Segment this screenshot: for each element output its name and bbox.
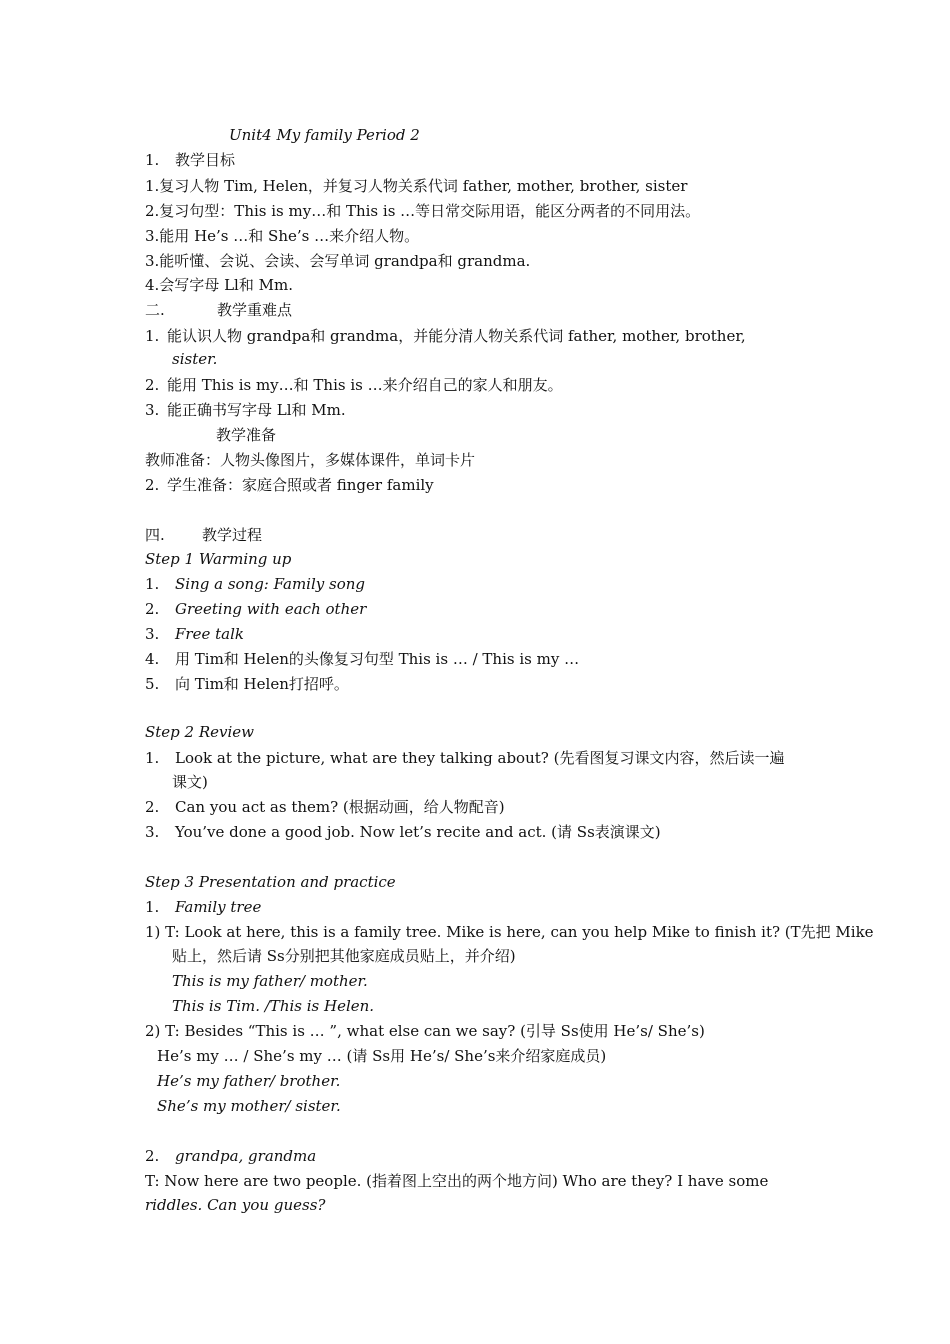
key-point-item: 1. 能认识人物 grandpa和 grandma，并能分清人物关系代词 father, mother, brother, — [145, 327, 746, 345]
objective-item: 3.能听懂、会说、会读、会写单词 grandpa和 grandma. — [145, 252, 531, 270]
example-sentence: This is my father/ mother. — [172, 972, 368, 990]
example-sentence: She’s my mother/ sister. — [157, 1097, 341, 1115]
step-1-item: 4. 用 Tim和 Helen的头像复习句型 This is … / This is my … — [145, 650, 580, 668]
teacher-instruction: 1) T: Look at here, this is a family tree. Mike is here, can you help Mike to finish it? (T先把 Mike — [145, 923, 874, 941]
section-1-number: 1. — [145, 151, 160, 169]
section-1-heading — [145, 150, 235, 170]
teacher-instruction-continuation: 贴上，然后请 Ss分别把其他家庭成员贴上，并介绍) — [172, 947, 516, 965]
teacher-preparation: 教师准备：人物头像图片，多媒体课件，单词卡片 — [145, 451, 476, 469]
step-3-title: Step 3 Presentation and practice — [145, 873, 396, 891]
step-1-item: 5. 向 Tim和 Helen打招呼。 — [145, 675, 349, 693]
step-1-item: 2. Greeting with each other — [145, 600, 367, 618]
example-sentence: This is Tim. /This is Helen. — [172, 997, 375, 1015]
step-2-title: Step 2 Review — [145, 723, 255, 741]
teacher-instruction: 2) T: Besides “This is … ”, what else can we say? (引导 Ss使用 He’s/ She’s) — [145, 1022, 705, 1040]
step-1-title: Step 1 Warming up — [145, 550, 292, 568]
teacher-instruction-continuation: riddles. Can you guess? — [145, 1196, 326, 1214]
step-1-item: 1. Sing a song: Family song — [145, 575, 366, 593]
step-1-item: 3. Free talk — [145, 625, 244, 643]
teacher-instruction-continuation: He’s my … / She’s my … (请 Ss用 He’s/ She’s来介绍家庭成员) — [157, 1047, 607, 1065]
objective-item: 1.复习人物 Tim, Helen，并复习人物关系代词 father, mother, brother, sister — [145, 177, 688, 195]
document-title: Unit4 My family Period 2 — [229, 126, 420, 144]
step-2-item: 3. You’ve done a good job. Now let’s recite and act. (请 Ss表演课文) — [145, 823, 661, 841]
section-4-title: 教学过程 — [202, 526, 263, 544]
objective-item: 3.能用 He’s …和 She’s …来介绍人物。 — [145, 227, 420, 245]
section-2-title: 教学重难点 — [217, 301, 293, 319]
student-preparation: 2. 学生准备：家庭合照或者 finger family — [145, 476, 434, 494]
key-point-item: 2. 能用 This is my…和 This is …来介绍自己的家人和朋友。 — [145, 376, 563, 394]
section-3-title: 教学准备 — [216, 426, 277, 444]
step-2-item: 2. Can you act as them? (根据动画，给人物配音) — [145, 798, 505, 816]
step-2-item-continuation: 课文) — [172, 773, 208, 791]
step-3-item: 1. Family tree — [145, 898, 262, 916]
step-2-item: 1. Look at the picture, what are they talking about? (先看图复习课文内容，然后读一遍 — [145, 749, 785, 767]
teacher-instruction: T: Now here are two people. (指着图上空出的两个地方问) Who are they? I have some — [145, 1172, 769, 1190]
section-2-heading — [145, 300, 292, 320]
key-point-item: 3. 能正确书写字母 Ll和 Mm. — [145, 401, 346, 419]
section-2-number: 二. — [145, 301, 165, 319]
section-4-heading — [145, 525, 262, 545]
objective-item: 2.复习句型：This is my…和 This is …等日常交际用语，能区分两者的不同用法。 — [145, 202, 701, 220]
section-1-title: 教学目标 — [175, 151, 236, 169]
section-4-number: 四. — [145, 526, 165, 544]
step-3-item: 2. grandpa, grandma — [145, 1147, 317, 1165]
objective-item: 4.会写字母 Ll和 Mm. — [145, 276, 293, 294]
example-sentence: He’s my father/ brother. — [157, 1072, 341, 1090]
key-point-item-continuation: sister. — [172, 350, 218, 368]
